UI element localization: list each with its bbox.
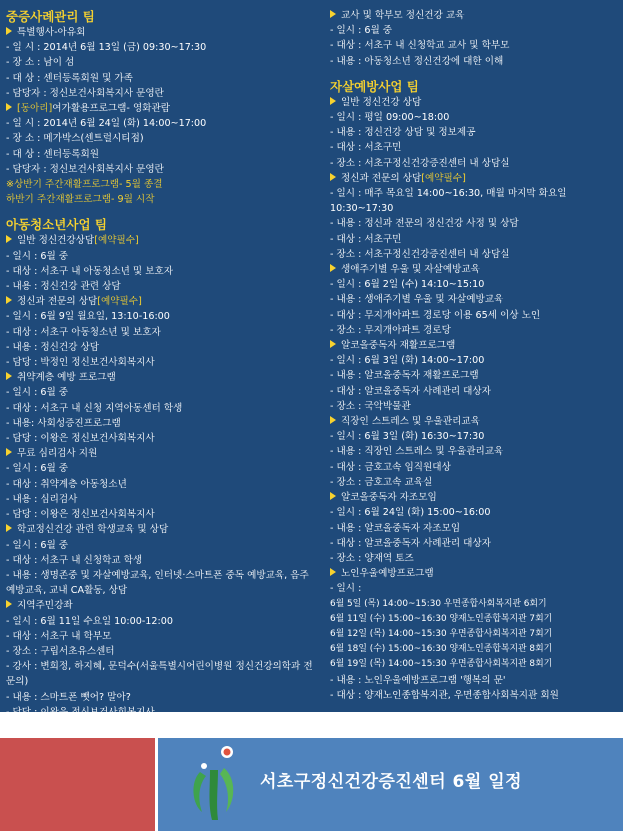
program-title — [330, 566, 620, 581]
line-text: - 장소 : 서초구정신건강증진센터 내 상담실 — [330, 248, 510, 260]
line-text: 교사 및 학부모 정신건강 교육 — [341, 10, 465, 21]
line-text: - 대상 : 서초구민 — [330, 142, 402, 154]
detail-line — [6, 492, 318, 507]
line-text: - 장소 : 무지개아파트 경로당 — [330, 324, 451, 336]
program-title — [330, 95, 620, 110]
line-text: 6월 11일 (수) 15:00~16:30 양재노인종합복지관 7회기 — [330, 613, 553, 624]
detail-line — [6, 40, 318, 55]
program-title — [330, 171, 620, 186]
detail-line — [6, 147, 318, 162]
detail-line — [6, 177, 318, 192]
detail-line — [330, 23, 620, 38]
line-text: - 대상 : 무지개아파트 경로당 이용 65세 이상 노인 — [330, 309, 541, 321]
detail-line — [6, 55, 318, 70]
detail-line — [330, 612, 620, 627]
bullet-triangle-icon — [6, 448, 12, 456]
line-text: 취약계층 예방 프로그램 — [17, 372, 116, 384]
right-column — [330, 8, 620, 703]
detail-line — [330, 536, 620, 551]
detail-line — [6, 614, 318, 629]
line-text: - 대상 : 서초구 아동청소년 및 보호자 — [6, 326, 161, 338]
line-text: - 장소 : 구립서초유스센터 — [6, 645, 115, 657]
line-text: - 일시 : 6월 9일 월요일, 13:10-16:00 — [6, 311, 170, 323]
line-text: - 담당 : 박정인 정신보건사회복지사 — [6, 357, 155, 369]
line-text: - 일시 : 매주 목요일 14:00~16:30, 매월 마지막 화요일 10:30~17:30 — [330, 188, 567, 215]
bullet-triangle-icon — [6, 103, 12, 111]
line-text: - 장소 : 서초구정신건강증진센터 내 상담실 — [330, 157, 510, 169]
detail-line — [6, 385, 318, 400]
bullet-triangle-icon — [6, 524, 12, 532]
detail-line — [330, 642, 620, 657]
line-text: - 대상 : 서초구민 — [330, 233, 402, 245]
detail-line — [330, 429, 620, 444]
line-text: - 내용 : 생애주기별 우울 및 자살예방교육 — [330, 294, 504, 306]
line-text: - 담당 : 이왕은 정신보건사회복지사 — [6, 433, 155, 445]
detail-line — [330, 54, 620, 69]
line-text: - 일시 : 6월 11일 수요일 10:00-12:00 — [6, 615, 173, 627]
line-text: - 대상 : 서초구 내 신청학교 교사 및 학부모 — [330, 40, 510, 52]
line-text: 하반기 주간재활프로그램- 9월 시작 — [6, 194, 155, 206]
detail-line — [6, 629, 318, 644]
line-text: 직장인 스트레스 및 우울관리교육 — [341, 416, 480, 428]
program-title — [330, 338, 620, 353]
line-text: - 일시 : 평일 09:00~18:00 — [330, 112, 450, 124]
section-heading: 중증사례관리 팀 — [6, 9, 95, 24]
bullet-triangle-icon — [6, 600, 12, 608]
detail-line — [330, 657, 620, 672]
line-text: - 장소 : 양재역 토즈 — [330, 552, 414, 564]
bullet-triangle-icon — [6, 296, 12, 304]
program-title — [6, 233, 318, 248]
detail-line — [330, 323, 620, 338]
line-text: - 일시 : 6월 24일 (화) 15:00~16:00 — [330, 507, 491, 519]
detail-line — [330, 247, 620, 262]
footer-red-block — [0, 738, 155, 831]
line-text: - 일 시 : 2014년 6월 24일 (화) 14:00~17:00 — [6, 118, 207, 130]
bullet-triangle-icon — [330, 97, 336, 105]
detail-line — [6, 644, 318, 659]
line-text: 일반 정신건강상담 — [17, 235, 95, 247]
program-title — [6, 370, 318, 385]
detail-line — [6, 401, 318, 416]
detail-line — [6, 86, 318, 101]
line-text: - 대상 : 취약계층 아동청소년 — [6, 478, 127, 490]
line-text: 일반 정신건강 상담 — [341, 96, 422, 108]
line-text: - 대상 : 서초구 내 학부모 — [6, 630, 112, 642]
detail-line — [6, 116, 318, 131]
program-title — [6, 446, 318, 461]
line-text: - 일시 : 6월 중 — [330, 25, 393, 37]
detail-line — [6, 431, 318, 446]
line-text: - 일 시 : 2014년 6월 13일 (금) 09:30~17:30 — [6, 42, 207, 54]
section-heading: 자살예방사업 팀 — [330, 78, 419, 94]
reservation-required-label: [예약필수] — [94, 235, 139, 247]
detail-line — [6, 340, 318, 355]
program-title — [330, 490, 620, 505]
line-text: 노인우울예방프로그램 — [341, 568, 434, 580]
detail-line — [6, 162, 318, 177]
line-text: - 일시 : — [330, 583, 362, 595]
detail-line — [330, 688, 620, 703]
line-text: - 장소 : 금호고속 교육실 — [330, 476, 433, 488]
detail-line — [330, 460, 620, 475]
detail-line — [330, 368, 620, 383]
line-text: - 일시 : 6월 중 — [6, 539, 69, 551]
line-text: - 내용 : 직장인 스트레스 및 우울관리교육 — [330, 446, 504, 458]
line-text: - 내용 : 심리검사 — [6, 493, 78, 505]
detail-line — [330, 232, 620, 247]
line-text: - 대상 : 서초구 내 아동청소년 및 보호자 — [6, 265, 174, 277]
line-text: - 대상 : 알코올중독자 사례관리 대상자 — [330, 537, 491, 549]
bullet-triangle-icon — [6, 235, 12, 243]
detail-line — [6, 690, 318, 705]
detail-line — [6, 477, 318, 492]
detail-line — [330, 627, 620, 642]
line-text: - 내용 : 스마트폰 뺏어? 말아? — [6, 691, 131, 703]
line-text: - 일시 : 6월 3일 (화) 16:30~17:30 — [330, 431, 485, 443]
section-heading: 아동청소년사업 팀 — [6, 217, 107, 233]
program-title — [6, 522, 318, 537]
line-text: - 장 소 : 남이 섬 — [6, 57, 75, 69]
tag-label: [동아리] — [17, 103, 53, 115]
detail-line — [330, 292, 620, 307]
program-title — [330, 414, 620, 429]
line-text: - 대 상 : 센터등록회원 및 가족 — [6, 72, 133, 84]
line-text: 생애주기별 우울 및 자살예방교육 — [341, 264, 480, 276]
reservation-required-label: [예약필수] — [421, 172, 466, 184]
program-title — [6, 25, 318, 40]
line-text: 여가활용프로그램- 영화관람 — [52, 103, 171, 115]
bullet-triangle-icon — [330, 173, 336, 181]
line-text: - 내용 : 알코올중독자 자조모임 — [330, 522, 461, 534]
bullet-triangle-icon — [6, 27, 12, 35]
line-text: ※상반기 주간재활프로그램- 5월 종결 — [6, 179, 163, 191]
line-text: 학교정신건강 관련 학생교육 및 상담 — [17, 524, 169, 536]
line-text: 6월 18일 (수) 15:00~16:30 양재노인종합복지관 8회기 — [330, 644, 553, 655]
line-text: - 일시 : 6월 중 — [6, 387, 69, 399]
center-logo-icon — [188, 742, 238, 827]
line-text: - 일시 : 6월 3일 (화) 14:00~17:00 — [330, 355, 485, 367]
detail-line — [6, 279, 318, 294]
detail-line — [330, 353, 620, 368]
detail-line — [6, 568, 318, 598]
line-text: - 장소 : 국악박물관 — [330, 400, 411, 412]
detail-line — [6, 309, 318, 324]
line-text: - 내용 : 정신건강 상담 — [6, 341, 100, 353]
program-title — [6, 294, 318, 309]
detail-line — [6, 461, 318, 476]
line-text: - 내용 : 알코올중독자 재활프로그램 — [330, 370, 479, 382]
line-text: - 담당 : 이왕은 정신보건사회복지사 — [6, 509, 155, 521]
detail-line — [330, 551, 620, 566]
detail-line — [6, 507, 318, 522]
detail-line — [330, 156, 620, 171]
detail-line — [6, 705, 318, 720]
detail-line — [6, 538, 318, 553]
detail-line — [6, 325, 318, 340]
line-text: 지역주민강좌 — [17, 600, 73, 612]
line-text: - 대상 : 알코올중독자 사례관리 대상자 — [330, 385, 491, 397]
line-text: 6월 5일 (목) 14:00~15:30 우면종합사회복지관 6회기 — [330, 598, 547, 609]
line-text: - 장 소 : 메가박스(센트럴시티점) — [6, 133, 144, 145]
footer-title: 서초구정신건강증진센터 6월 일정 — [260, 772, 523, 792]
program-title — [330, 8, 620, 23]
line-text: - 내용 : 정신과 전문의 정신건강 사정 및 상담 — [330, 218, 519, 230]
bullet-triangle-icon — [330, 264, 336, 272]
line-text: - 일시 : 6월 중 — [6, 463, 69, 475]
line-text: - 담당자 : 정신보건사회복지사 문영란 — [6, 163, 164, 175]
line-text: - 내용 : 정신건강 상담 및 정보제공 — [330, 127, 476, 139]
reservation-required-label: [예약필수] — [97, 296, 142, 308]
detail-line — [330, 384, 620, 399]
detail-line — [330, 475, 620, 490]
bullet-triangle-icon — [330, 492, 336, 500]
line-text: - 대상 : 금호고속 임직원대상 — [330, 461, 451, 473]
left-column — [6, 8, 318, 720]
detail-line — [330, 308, 620, 323]
detail-line — [330, 581, 620, 596]
line-text: 알코올중독자 자조모임 — [341, 492, 437, 504]
detail-line — [6, 355, 318, 370]
detail-line — [6, 416, 318, 431]
bullet-triangle-icon — [330, 340, 336, 348]
line-text: - 담당자 : 정신보건사회복지사 문영란 — [6, 87, 164, 99]
detail-line — [330, 521, 620, 536]
line-text: 정신과 전문의 상담 — [17, 296, 98, 308]
detail-line — [330, 597, 620, 612]
program-title — [6, 598, 318, 613]
line-text: - 내용: 사회성증진프로그램 — [6, 417, 121, 429]
line-text: 정신과 전문의 상담 — [341, 172, 422, 184]
detail-line — [330, 444, 620, 459]
line-text: 특별행사-아유회 — [17, 27, 86, 38]
line-text: - 내용 : 아동청소년 정신건강에 대한 이해 — [330, 55, 504, 67]
line-text: - 대상 : 서초구 내 신청 지역아동센터 학생 — [6, 402, 183, 414]
line-text: - 담당 : 이왕은 정신보건사회복지사 — [6, 706, 155, 718]
detail-line — [6, 553, 318, 568]
line-text: 6월 12일 (목) 14:00~15:30 우면종합사회복지관 7회기 — [330, 628, 553, 639]
detail-line — [6, 71, 318, 86]
line-text: 6월 19일 (목) 14:00~15:30 우면종합사회복지관 8회기 — [330, 659, 553, 670]
line-text: 알코올중독자 재활프로그램 — [341, 340, 456, 352]
program-title — [6, 101, 318, 116]
detail-line — [330, 140, 620, 155]
line-text: - 내용 : 노인우울예방프로그램 '행복의 문' — [330, 674, 506, 686]
line-text: - 내용 : 정신건강 관련 상담 — [6, 281, 121, 293]
line-text: - 일시 : 6월 2일 (수) 14:10~15:10 — [330, 279, 485, 291]
bullet-triangle-icon — [330, 568, 336, 576]
detail-line — [330, 216, 620, 231]
detail-line — [6, 659, 318, 689]
detail-line — [330, 38, 620, 53]
line-text: - 대 상 : 센터등록회원 — [6, 148, 100, 160]
detail-line — [330, 186, 620, 216]
detail-line — [6, 249, 318, 264]
detail-line — [330, 505, 620, 520]
bullet-triangle-icon — [6, 372, 12, 380]
bullet-triangle-icon — [330, 10, 336, 18]
detail-line — [330, 399, 620, 414]
detail-line — [330, 125, 620, 140]
detail-line — [330, 277, 620, 292]
program-title — [330, 262, 620, 277]
line-text: - 내용 : 생명존중 및 자살예방교육, 인터넷·스마트폰 중독 예방교육, 음주예방교육, 교내 CA활동, 상담 — [6, 569, 309, 597]
line-text: - 대상 : 양재노인종합복지관, 우면종합사회복지관 회원 — [330, 689, 559, 701]
detail-line — [6, 131, 318, 146]
line-text: 무료 심리검사 지원 — [17, 448, 98, 460]
line-text: - 대상 : 서초구 내 신청학교 학생 — [6, 554, 143, 566]
line-text: - 일시 : 6월 중 — [6, 250, 69, 262]
detail-line — [6, 192, 318, 207]
detail-line — [330, 673, 620, 688]
detail-line — [6, 264, 318, 279]
detail-line — [330, 110, 620, 125]
line-text: - 강사 : 변희정, 하지혜, 문덕수(서울특별시어린이병원 정신건강의학과 전문의) — [6, 661, 313, 688]
bullet-triangle-icon — [330, 416, 336, 424]
